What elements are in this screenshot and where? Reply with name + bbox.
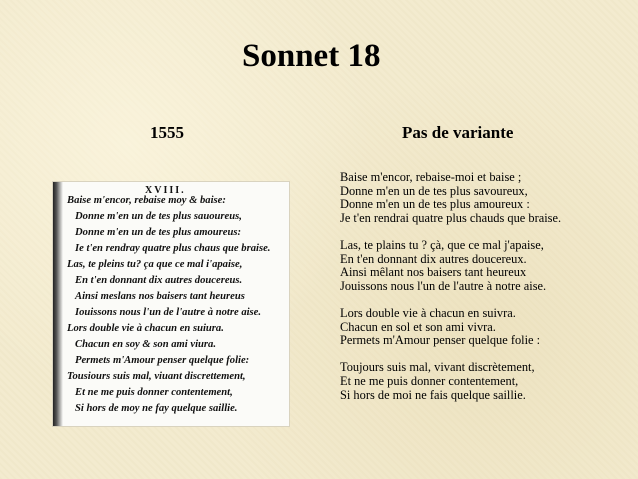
poem-line: Donne m'en un de tes plus amoureux : (340, 197, 530, 212)
scan-line: Baise m'encor, rebaise moy & baise: (67, 195, 226, 206)
scan-line: Iouissons nous l'un de l'autre à notre aise. (75, 307, 262, 318)
stanza-4 (340, 361, 630, 402)
stanza-1 (340, 171, 630, 225)
right-column-heading: Pas de variante (402, 123, 514, 142)
poem-line: Et ne me puis donner contentement, (340, 373, 519, 388)
scan-line: Ainsi meslans nos baisers tant heureus (75, 291, 245, 302)
poem-line: Donne m'en un de tes plus savoureux, (340, 183, 528, 198)
poem-line: Je t'en rendrai quatre plus chauds que braise. (340, 210, 562, 225)
scan-line: Chacun en soy & son ami viura. (75, 339, 216, 350)
scan-line: Lors double vie à chacun en suiura. (67, 323, 224, 334)
poem-line: En t'en donnant dix autres doucereux. (340, 251, 527, 266)
poem-line: Lors double vie à chacun en suivra. (340, 305, 516, 320)
original-print-scan (52, 181, 290, 427)
scan-line: Si hors de moy ne fay quelque saillie. (75, 403, 238, 414)
poem-line: Si hors de moi ne fais quelque saillie. (340, 387, 526, 402)
left-column-heading: 1555 (150, 123, 184, 142)
scan-line: Et ne me puis donner contentement, (75, 387, 233, 398)
slide-title: Sonnet 18 (242, 38, 381, 74)
poem-line: Permets m'Amour penser quelque folie : (340, 333, 541, 348)
poem-line: Jouissons nous l'un de l'autre à notre aise. (340, 278, 547, 293)
poem-line: Las, te plains tu ? çà, que ce mal j'apaise, (340, 237, 544, 252)
modern-transcription (340, 171, 630, 416)
poem-line: Ainsi mêlant nos baisers tant heureux (340, 265, 527, 280)
sonnet-number: XVIII. (145, 185, 186, 196)
scan-binding-shadow (53, 182, 63, 426)
scan-line: Las, te pleins tu? ça que ce mal i'apaise, (67, 259, 243, 270)
stanza-2 (340, 239, 630, 293)
scan-line: Permets m'Amour penser quelque folie: (75, 355, 250, 366)
scan-line: En t'en donnant dix autres doucereus. (75, 275, 243, 286)
stanza-3 (340, 307, 630, 348)
scan-line: Donne m'en un de tes plus sauoureus, (75, 211, 242, 222)
poem-line: Baise m'encor, rebaise-moi et baise ; (340, 170, 522, 184)
scan-line: Tousiours suis mal, viuant discrettement, (67, 371, 246, 382)
scan-line: Ie t'en rendray quatre plus chaus que braise. (75, 243, 271, 254)
poem-line: Chacun en sol et son ami vivra. (340, 319, 496, 334)
scan-line: Donne m'en un de tes plus amoureus: (75, 227, 241, 238)
poem-line: Toujours suis mal, vivant discrètement, (340, 360, 535, 375)
